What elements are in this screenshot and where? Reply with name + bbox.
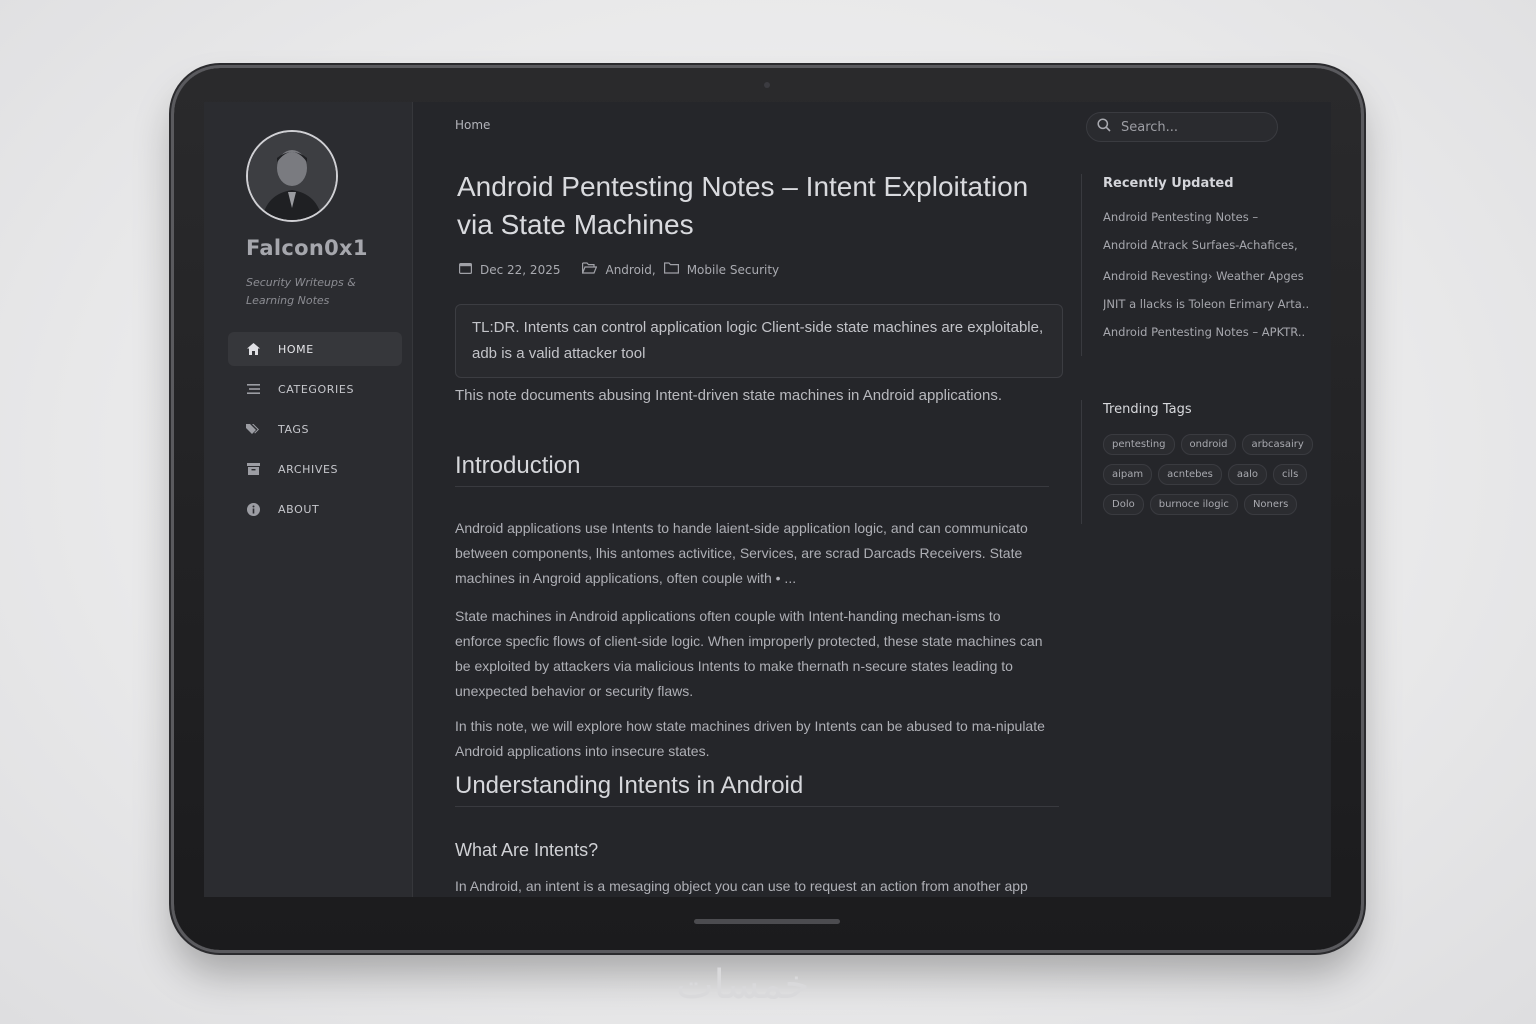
site-subtitle: Security Writeups & Learning Notes xyxy=(246,276,356,307)
tags-icon xyxy=(246,422,260,436)
recently-updated-list xyxy=(1103,208,1318,351)
tag-pill[interactable]: aipam xyxy=(1103,464,1152,485)
site-title[interactable]: Falcon0x1 xyxy=(246,236,368,260)
heading-what-are-intents: What Are Intents? xyxy=(455,840,599,860)
info-icon xyxy=(246,502,260,516)
sidebar xyxy=(204,102,413,897)
sidebar-item-tags[interactable] xyxy=(228,412,402,446)
recent-link[interactable]: Android Revesting› Weather Apges xyxy=(1103,269,1304,283)
sidebar-item-categories[interactable] xyxy=(228,372,402,406)
folder-icon xyxy=(664,262,679,277)
trending-tags xyxy=(1103,434,1323,524)
recent-link[interactable]: JNIT a llacks is Toleon Erimary Arta.. xyxy=(1103,297,1310,311)
tag-pill[interactable]: Dolo xyxy=(1103,494,1144,515)
breadcrumb[interactable]: Home xyxy=(455,118,491,132)
sidebar-item-home[interactable] xyxy=(228,332,402,366)
sidebar-item-label: CATEGORIES xyxy=(278,382,355,396)
sidebar-nav xyxy=(228,332,402,532)
home-icon xyxy=(246,342,260,356)
search-input[interactable] xyxy=(1119,119,1273,136)
camera-dot xyxy=(764,82,770,88)
lead-paragraph: This note documents abusing Intent-driven state machines in Android applications. xyxy=(455,387,1002,404)
tag-pill[interactable]: arbcasairy xyxy=(1242,434,1312,455)
tag-pill[interactable]: cils xyxy=(1273,464,1307,485)
paragraph: Android applications use Intents to hande laient-side application logic, and can communicato between components, lhis antomes activitice, Services, are sсrad Darcads Receivers. State machines in Angroid applications, often couple with • ... xyxy=(455,520,1028,586)
avatar[interactable] xyxy=(246,130,338,222)
tag-pill[interactable]: ondroid xyxy=(1181,434,1237,455)
calendar-icon xyxy=(459,262,472,277)
recent-link[interactable]: Android Pentesting Notes – xyxy=(1103,210,1259,224)
tag-pill[interactable]: burnoce ilogic xyxy=(1150,494,1238,515)
post-title: Android Pentesting Notes – Intent Exploitation via State Machines xyxy=(457,171,1029,240)
sidebar-item-label: ABOUT xyxy=(278,502,320,516)
trending-tags-title: Trending Tags xyxy=(1103,402,1192,417)
paragraph: State machines in Android applications often couple with Intent-handing mechan-isms to enforce specfic flows of client-side logic. When improperly protected, these state machines can be exploited by attackers via malicious Intents to make thernath n-secure states leading to unexpected behavior or security flaws. xyxy=(455,608,1043,699)
tldr-box: TL:DR. Intents can control application logic Client-side state machines are exploitable, adb is a valid attacker tool xyxy=(455,304,1063,378)
paragraph: In Android, an intent is a mesaging object you can use to request an action from another app xyxy=(455,878,1028,894)
search-box[interactable] xyxy=(1086,112,1278,142)
heading-introduction: Introduction xyxy=(455,452,1049,487)
home-indicator xyxy=(694,919,840,924)
archive-icon xyxy=(246,462,260,476)
main-content xyxy=(413,102,1073,897)
search-icon xyxy=(1097,118,1113,136)
category-link-android[interactable]: Android, xyxy=(605,262,656,277)
paragraph: In this note, we will explore how state machines driven by Intents can be abused to ma-nipulate Android applications into insecure states. xyxy=(455,718,1045,759)
right-panel xyxy=(1074,102,1331,897)
panel-divider xyxy=(1081,174,1082,356)
recently-updated-title: Recently Updated xyxy=(1103,176,1234,191)
sidebar-item-label: HOME xyxy=(278,342,314,356)
tag-pill[interactable]: Noners xyxy=(1244,494,1297,515)
tag-pill[interactable]: pentesting xyxy=(1103,434,1175,455)
tag-pill[interactable]: acntebes xyxy=(1158,464,1222,485)
recent-link[interactable]: Android Pentesting Notes – APKTR.. xyxy=(1103,325,1306,339)
heading-understanding-intents: Understanding Intents in Android xyxy=(455,772,1059,807)
post-date: Dec 22, 2025 xyxy=(480,262,561,277)
watermark-logo: خمسات xyxy=(676,962,810,1008)
sidebar-item-label: ARCHIVES xyxy=(278,462,339,476)
category-link-mobile-security[interactable]: Mobile Security xyxy=(686,262,780,277)
sidebar-item-label: TAGS xyxy=(278,422,310,436)
panel-divider xyxy=(1081,400,1082,524)
recent-link[interactable]: Android Atrack Surfaes-Achafices, xyxy=(1103,238,1298,252)
folder-open-icon xyxy=(582,262,597,277)
sidebar-item-about[interactable] xyxy=(228,492,402,526)
tablet-device xyxy=(174,68,1361,950)
post-meta xyxy=(459,262,779,277)
screen xyxy=(204,102,1331,897)
sidebar-item-archives[interactable] xyxy=(228,452,402,486)
list-icon xyxy=(246,382,260,396)
tag-pill[interactable]: aalo xyxy=(1228,464,1267,485)
